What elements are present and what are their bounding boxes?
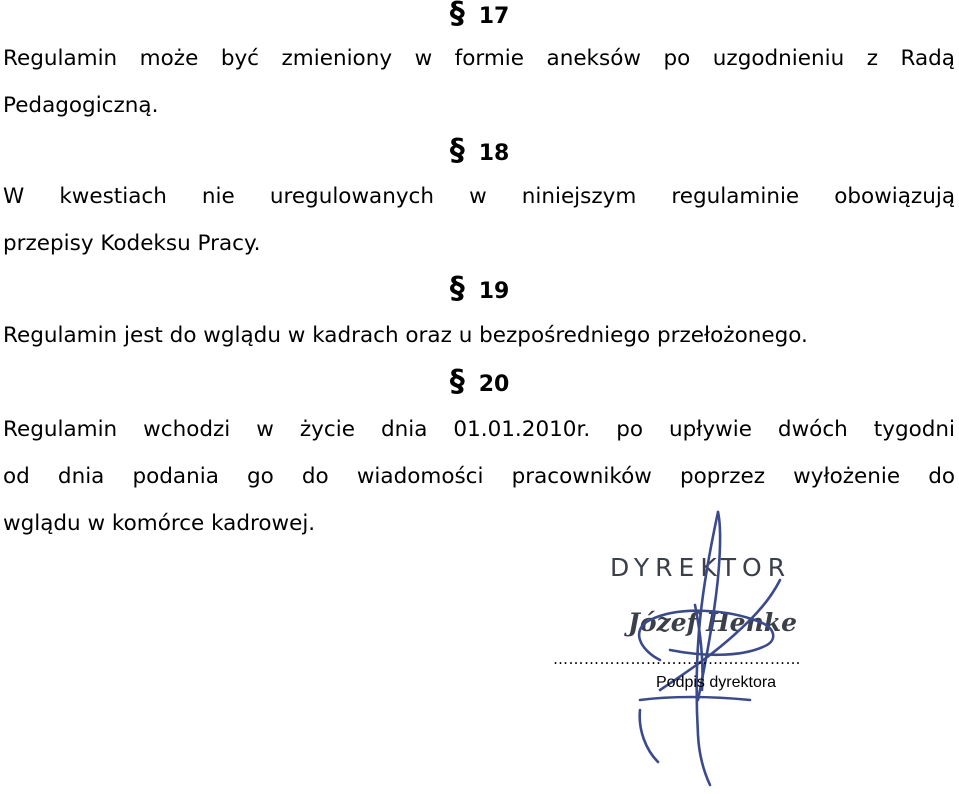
section-symbol: § bbox=[449, 271, 465, 306]
signature-dotted-line: ………………………………………… bbox=[553, 650, 801, 668]
handwritten-signature bbox=[600, 500, 860, 794]
section-number: 20 bbox=[478, 372, 510, 397]
section-symbol: § bbox=[449, 0, 465, 31]
stamp-name: Józef Henke bbox=[628, 608, 797, 637]
signature-label: Podpis dyrektora bbox=[656, 674, 777, 691]
section-number: 17 bbox=[478, 4, 510, 29]
section-number: 18 bbox=[478, 141, 510, 166]
text-line: Regulamin może być zmieniony w formie aneksów po uzgodnieniu z Radą bbox=[3, 46, 955, 71]
section-symbol: § bbox=[449, 133, 465, 168]
text-line: Pedagogiczną. bbox=[3, 93, 159, 118]
stamp-title: DYREKTOR bbox=[610, 553, 792, 582]
text-line: Regulamin jest do wglądu w kadrach oraz u bezpośredniego przełożonego. bbox=[3, 323, 808, 348]
section-18-text bbox=[3, 173, 955, 267]
section-heading-18 bbox=[0, 133, 959, 168]
text-line: przepisy Kodeksu Pracy. bbox=[3, 231, 261, 256]
section-number: 19 bbox=[478, 279, 510, 304]
section-heading-19 bbox=[0, 271, 959, 306]
text-line: Regulamin wchodzi w życie dnia 01.01.2010r. po upływie dwóch tygodni bbox=[3, 417, 955, 442]
section-19-text bbox=[3, 322, 808, 350]
section-heading-17 bbox=[0, 0, 959, 31]
text-line: od dnia podania go do wiadomości pracowników poprzez wyłożenie do bbox=[3, 464, 955, 489]
section-heading-20 bbox=[0, 364, 959, 399]
text-line: W kwestiach nie uregulowanych w niniejszym regulaminie obowiązują bbox=[3, 184, 955, 209]
section-17-text bbox=[3, 35, 955, 129]
section-symbol: § bbox=[449, 364, 465, 399]
text-line: wglądu w komórce kadrowej. bbox=[3, 511, 316, 536]
